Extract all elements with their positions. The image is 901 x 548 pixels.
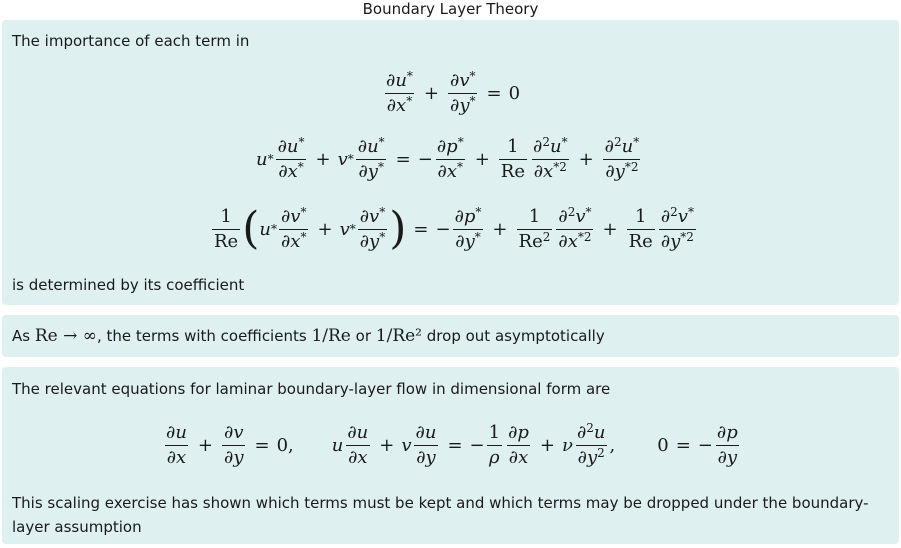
text-or: or (355, 327, 371, 345)
y-momentum-equation-dimensionless: $\frac{1}{Re}$ ( u * $\frac{\partial v^*}{\partial x^*}$ + v * $\frac{\partial v^*}{\partial y^*}$ ) = − $\frac{\partial p^*}{\partial y^*}$ + $\frac{1}{Re^2}$ $\frac{\partial^2v^*}{\partial x^{*2}}$ + $\frac{1}{Re}$ $\frac{\partial^2v^*}{\partial y^{*2}}$ (214, 203, 694, 254)
coefficient-1-over-re: 1/Re (311, 326, 351, 346)
nondimensional-equations-panel (2, 20, 899, 305)
text-mid: , the terms with coefficients (96, 327, 307, 345)
outro-text: is determined by its coefficient (12, 276, 245, 294)
page-title: Boundary Layer Theory (362, 0, 539, 18)
text-end: drop out asymptotically (426, 327, 605, 345)
dimensional-equations-panel (2, 367, 899, 544)
x-momentum-equation-dimensionless: u * $\frac{\partial u^*}{\partial x^*}$ + v * $\frac{\partial u^*}{\partial y^*}$ = − $\frac{\partial p^*}{\partial x^*}$ + $\frac{1}{Re}$ $\frac{\partial^2u^*}{\partial x^{*2}}$ + $\frac{\partial^2u^*}{\partial y^{*2}}$ (256, 134, 640, 182)
outro-text: This scaling exercise has shown which terms must be kept and which terms may be dropped under the boundary-layer assumption (12, 494, 869, 536)
asymptotic-statement (12, 326, 605, 346)
text-as: As (12, 327, 31, 345)
boundary-layer-equations-dimensional: $\frac{\partial u}{\partial x}$ + $\frac{\partial v}{\partial y}$ = 0, u $\frac{\partial u}{\partial x}$ + v $\frac{\partial u}{\partial y}$ = − $\frac{1}{\rho}$ $\frac{\partial p}{\partial x}$ + ν $\frac{\partial^2u}{\partial y^2}$ , 0 = − $\frac{\partial p}{\partial y}$ (166, 420, 738, 468)
asymptotic-limit-panel (2, 315, 899, 357)
intro-text: The importance of each term in (12, 32, 250, 50)
reynolds-limit: Re → ∞ (34, 326, 97, 346)
coefficient-1-over-re-squared: 1/Re² (375, 326, 422, 346)
continuity-equation-dimensionless: $\frac{\partial u^*}{\partial x^*}$ + $\frac{\partial v^*}{\partial y^*}$ = 0 (386, 68, 521, 116)
intro-text: The relevant equations for laminar boundary-layer flow in dimensional form are (12, 380, 611, 398)
